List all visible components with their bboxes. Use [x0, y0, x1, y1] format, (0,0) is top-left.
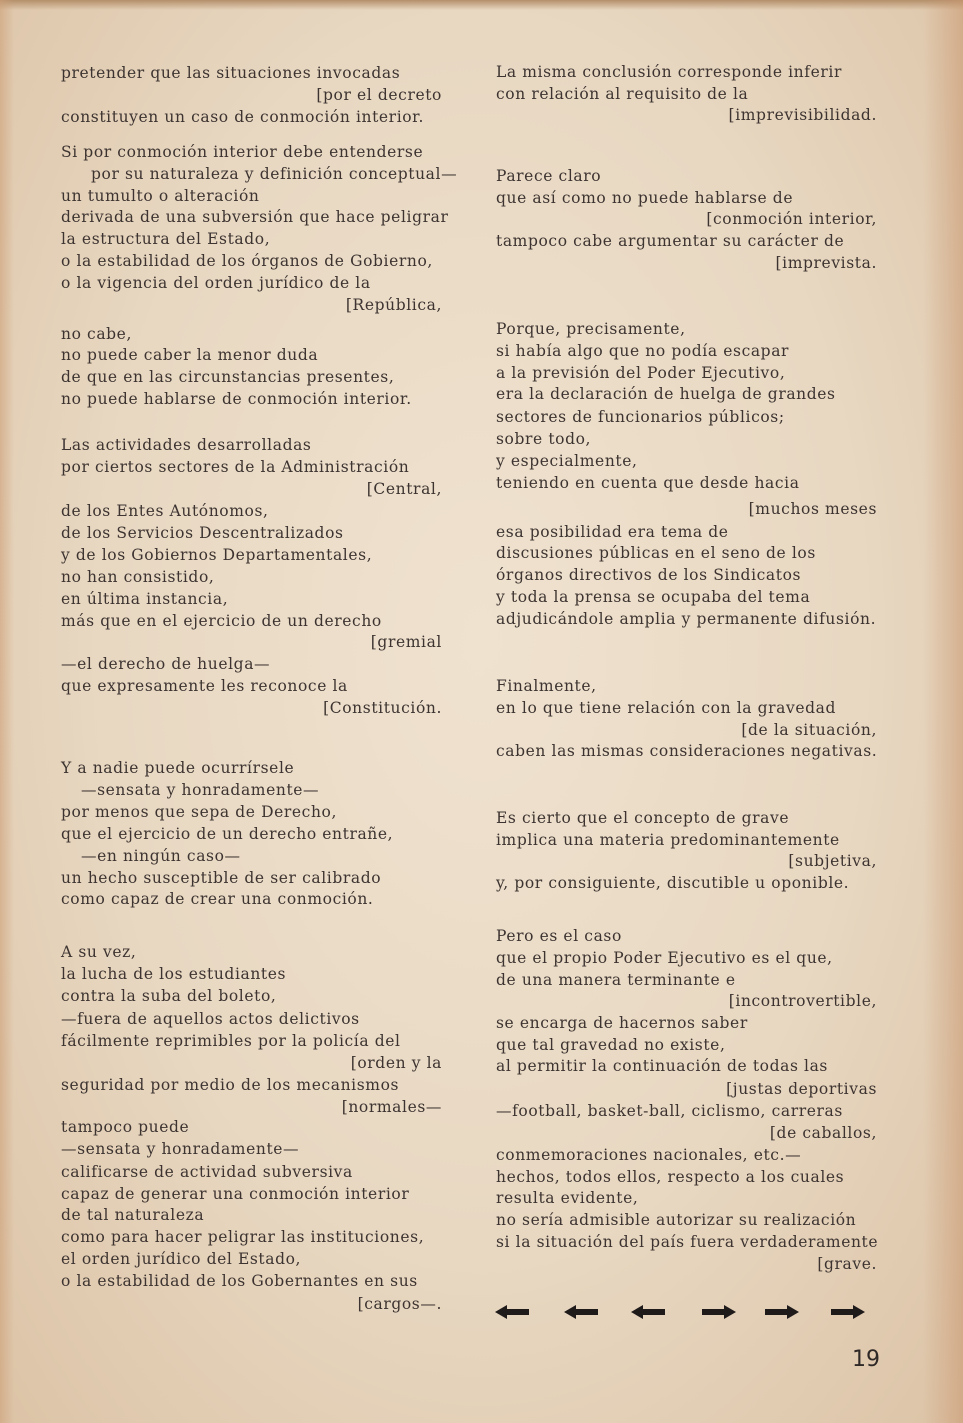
left_column-line: la estructura del Estado, [61, 230, 271, 248]
page-number: 19 [852, 1347, 880, 1372]
left_column-line: [gremial [370, 633, 442, 651]
left_column-line: más que en el ejercicio de un derecho [61, 612, 382, 630]
right_column-line: órganos directivos de los Sindicatos [496, 566, 802, 584]
left_column-line: capaz de generar una conmoción interior [61, 1185, 410, 1203]
right_column-line: y toda la prensa se ocupaba del tema [496, 588, 811, 606]
paper-edge-right [923, 0, 963, 1423]
right_column-line: con relación al requisito de la [496, 85, 749, 103]
right_column-line: conmemoraciones nacionales, etc.— [496, 1146, 802, 1164]
left_column-line: A su vez, [61, 943, 137, 961]
right_column-line: [subjetiva, [788, 852, 877, 870]
right_column-line: que tal gravedad no existe, [496, 1036, 726, 1054]
right_column-line: [grave. [817, 1255, 877, 1273]
right_column-line: sobre todo, [496, 430, 592, 448]
right_column-line: y, por consiguiente, discutible u oponible. [496, 874, 850, 892]
left_column-line: [orden y la [350, 1054, 442, 1072]
left_column-line: —fuera de aquellos actos delictivos [61, 1010, 360, 1028]
right_column-line: Finalmente, [496, 677, 597, 695]
left_column-line: calificarse de actividad subversiva [61, 1163, 353, 1181]
right_column-line: se encarga de hacernos saber [496, 1014, 748, 1032]
left_column-line: o la estabilidad de los Gobernantes en sus [61, 1272, 418, 1290]
left_column-line: de los Servicios Descentralizados [61, 524, 344, 542]
right_column-line: caben las mismas consideraciones negativas. [496, 742, 878, 760]
right_column-line: era la declaración de huelga de grandes [496, 385, 836, 403]
right_column-line: [imprevista. [775, 254, 877, 272]
right_column-line: [conmoción interior, [706, 210, 877, 228]
right_column-line: y especialmente, [496, 452, 638, 470]
right_column-line: sectores de funcionarios públicos; [496, 408, 785, 426]
left_column-line: seguridad por medio de los mecanismos [61, 1076, 400, 1094]
right_column-line: discusiones públicas en el seno de los [496, 544, 816, 562]
right_column-line: [de la situación, [741, 721, 877, 739]
left_column-line: y de los Gobiernos Departamentales, [61, 546, 373, 564]
right_column-line: si había algo que no podía escapar [496, 342, 790, 360]
right_column-line: La misma conclusión corresponde inferir [496, 63, 842, 81]
left_column-line: como capaz de crear una conmoción. [61, 890, 374, 908]
left_column-line: Y a nadie puede ocurrírsele [61, 759, 295, 777]
left_column-line: en última instancia, [61, 590, 229, 608]
left_column-line: [Constitución. [323, 699, 442, 717]
right_column-line: [justas deportivas [726, 1080, 877, 1098]
right_column-line: [imprevisibilidad. [728, 106, 877, 124]
right_column-line: no sería admisible autorizar su realización [496, 1211, 857, 1229]
left_column-line: [por el decreto [316, 86, 442, 104]
right_column-line: en lo que tiene relación con la gravedad [496, 699, 837, 717]
left_column-line: no han consistido, [61, 568, 215, 586]
left_column-line: de que en las circunstancias presentes, [61, 368, 395, 386]
arrow-right-icon [763, 1303, 801, 1321]
right_column-line: hechos, todos ellos, respecto a los cuales [496, 1168, 845, 1186]
left_column-line: que expresamente les reconoce la [61, 677, 348, 695]
arrow-left-icon [629, 1303, 667, 1321]
left_column-line: que el ejercicio de un derecho entrañe, [61, 825, 394, 843]
right_column-line: [muchos meses [748, 500, 877, 518]
left_column-line: [República, [345, 296, 442, 314]
left_column-line: de los Entes Autónomos, [61, 502, 269, 520]
right_column-line: a la previsión del Poder Ejecutivo, [496, 364, 786, 382]
right_column-line: de una manera terminante e [496, 971, 736, 989]
left_column-line: no puede hablarse de conmoción interior. [61, 390, 412, 408]
left_column-line: —sensata y honradamente— [81, 781, 320, 799]
left_column-line: la lucha de los estudiantes [61, 965, 287, 983]
left_column-line: no cabe, [61, 325, 132, 343]
left_column-line: —en ningún caso— [81, 847, 241, 865]
left_column-line: o la vigencia del orden jurídico de la [61, 274, 371, 292]
left_column-line: —sensata y honradamente— [61, 1140, 300, 1158]
paper-edge-left [0, 0, 14, 1423]
left_column-line: [Central, [366, 480, 442, 498]
right_column-line: si la situación del país fuera verdaderamente [496, 1233, 879, 1251]
left_column-line: por ciertos sectores de la Administración [61, 458, 410, 476]
left_column-line: contra la suba del boleto, [61, 987, 277, 1005]
left_column-line: por menos que sepa de Derecho, [61, 803, 338, 821]
left_column-line: no puede caber la menor duda [61, 346, 319, 364]
right_column-line: [de caballos, [769, 1124, 877, 1142]
left_column-line: fácilmente reprimibles por la policía del [61, 1032, 401, 1050]
left_column-line: como para hacer peligrar las instituciones, [61, 1228, 425, 1246]
left_column-line: tampoco puede [61, 1118, 190, 1136]
right_column-line: al permitir la continuación de todas las [496, 1057, 828, 1075]
left_column-line: un tumulto o alteración [61, 187, 260, 205]
right_column-line: Porque, precisamente, [496, 320, 686, 338]
left_column-line: el orden jurídico del Estado, [61, 1250, 302, 1268]
right_column-line: adjudicándole amplia y permanente difusión. [496, 610, 877, 628]
arrow-left-icon [493, 1303, 531, 1321]
left_column-line: [normales— [341, 1098, 442, 1116]
right_column-line: —football, basket-ball, ciclismo, carreras [496, 1102, 843, 1120]
arrow-right-icon [700, 1303, 738, 1321]
arrow-left-icon [562, 1303, 600, 1321]
left_column-line: derivada de una subversión que hace peligrar [61, 208, 449, 226]
left_column-line: Las actividades desarrolladas [61, 436, 312, 454]
right_column-line: tampoco cabe argumentar su carácter de [496, 232, 845, 250]
right_column-line: Es cierto que el concepto de grave [496, 809, 790, 827]
left_column-line: por su naturaleza y definición conceptual— [91, 165, 458, 183]
right_column-line: Parece claro [496, 167, 602, 185]
right_column-line: teniendo en cuenta que desde hacia [496, 474, 800, 492]
left_column-line: Si por conmoción interior debe entenderse [61, 143, 424, 161]
paper-edge-top [0, 0, 963, 10]
left_column-line: un hecho susceptible de ser calibrado [61, 869, 382, 887]
left_column-line: de tal naturaleza [61, 1206, 205, 1224]
left_column-line: o la estabilidad de los órganos de Gobierno, [61, 252, 433, 270]
right_column-line: que el propio Poder Ejecutivo es el que, [496, 949, 833, 967]
right_column-line: que así como no puede hablarse de [496, 189, 794, 207]
arrow-right-icon [829, 1303, 867, 1321]
right_column-line: resulta evidente, [496, 1189, 639, 1207]
right_column-line: esa posibilidad era tema de [496, 523, 729, 541]
right_column-line: Pero es el caso [496, 927, 622, 945]
left_column-line: —el derecho de huelga— [61, 655, 271, 673]
closing-ornament-row [493, 1303, 873, 1323]
right_column-line: [incontrovertible, [728, 992, 877, 1010]
right_column-line: implica una materia predominantemente [496, 831, 840, 849]
left_column-line: pretender que las situaciones invocadas [61, 64, 401, 82]
left_column-line: constituyen un caso de conmoción interior. [61, 108, 425, 126]
left_column-line: [cargos—. [357, 1295, 442, 1313]
